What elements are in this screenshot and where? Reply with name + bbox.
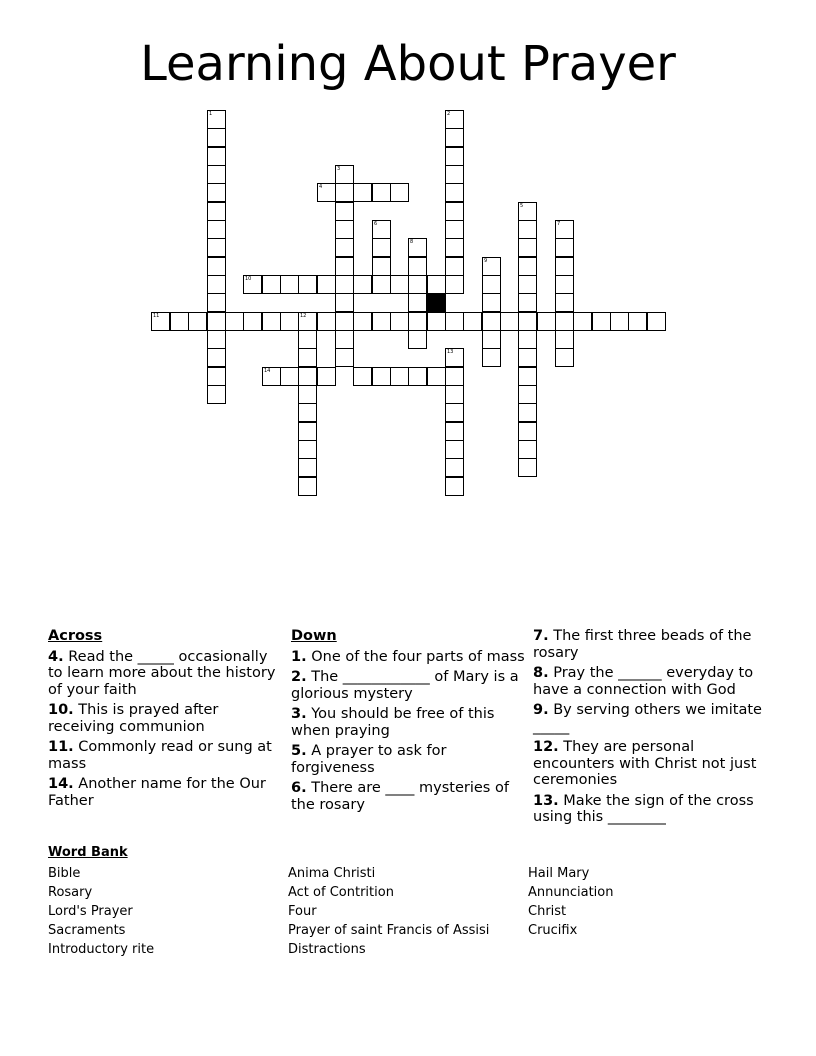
clue-number-label: 9 xyxy=(484,258,488,264)
clue-text: There are ____ mysteries of the rosary xyxy=(291,780,509,813)
grid-cell[interactable] xyxy=(207,128,226,147)
clue-number-label: 7 xyxy=(557,221,561,227)
grid-cell[interactable] xyxy=(298,275,317,294)
grid-cell[interactable] xyxy=(390,183,409,202)
clue-text: Commonly read or sung at mass xyxy=(48,739,272,772)
grid-cell[interactable] xyxy=(445,238,464,257)
grid-cell[interactable] xyxy=(445,183,464,202)
grid-cell[interactable] xyxy=(280,275,299,294)
grid-cell[interactable] xyxy=(262,275,281,294)
grid-cell[interactable] xyxy=(317,312,336,331)
clue-text: Another name for the Our Father xyxy=(48,776,266,809)
grid-cell[interactable] xyxy=(445,275,464,294)
grid-cell[interactable] xyxy=(335,275,354,294)
word-bank-word: Sacraments xyxy=(48,923,126,938)
grid-cell[interactable] xyxy=(518,385,537,404)
clue-number: 14. xyxy=(48,776,74,792)
grid-cell[interactable] xyxy=(262,312,281,331)
grid-cell[interactable] xyxy=(298,367,317,386)
clue-number-label: 1 xyxy=(209,111,213,117)
grid-cell[interactable] xyxy=(372,257,391,276)
grid-cell[interactable] xyxy=(518,440,537,459)
grid-cell[interactable] xyxy=(518,220,537,239)
grid-cell[interactable] xyxy=(482,275,501,294)
clue xyxy=(48,739,284,772)
grid-cell[interactable] xyxy=(372,238,391,257)
grid-cell[interactable] xyxy=(207,312,226,331)
grid-cell[interactable] xyxy=(555,293,574,312)
clue xyxy=(291,649,527,666)
clue-text: The ____________ of Mary is a glorious mystery xyxy=(291,669,519,702)
grid-cell[interactable] xyxy=(518,293,537,312)
clue-number-label: 4 xyxy=(319,184,323,190)
grid-cell[interactable] xyxy=(445,202,464,221)
crossword-grid xyxy=(0,0,816,520)
clue xyxy=(48,776,284,809)
grid-cell[interactable] xyxy=(280,367,299,386)
grid-cell[interactable] xyxy=(408,312,427,331)
grid-cell[interactable] xyxy=(555,257,574,276)
word-bank-word: Act of Contrition xyxy=(288,885,394,900)
clue-number: 8. xyxy=(533,665,549,681)
clue xyxy=(291,743,527,776)
clue-number-label: 10 xyxy=(245,276,252,282)
grid-cell[interactable] xyxy=(298,440,317,459)
clue xyxy=(291,669,527,702)
grid-cell[interactable] xyxy=(335,348,354,367)
grid-cell[interactable] xyxy=(518,422,537,441)
clue-number: 6. xyxy=(291,780,307,796)
grid-cell[interactable] xyxy=(518,275,537,294)
grid-cell[interactable] xyxy=(518,348,537,367)
clue-number: 4. xyxy=(48,648,64,665)
grid-cell[interactable] xyxy=(298,403,317,422)
clue-number-label: 8 xyxy=(410,239,414,245)
grid-cell[interactable] xyxy=(555,275,574,294)
word-bank-heading: Word Bank xyxy=(48,845,128,860)
word-bank-word: Anima Christi xyxy=(288,866,376,881)
grid-cell[interactable] xyxy=(207,165,226,184)
clue-number: 3. xyxy=(291,706,307,722)
grid-cell[interactable] xyxy=(445,147,464,166)
grid-cell[interactable] xyxy=(445,385,464,404)
grid-cell[interactable] xyxy=(298,458,317,477)
grid-cell[interactable] xyxy=(390,275,409,294)
clue xyxy=(533,702,769,735)
grid-cell[interactable] xyxy=(610,312,629,331)
grid-cell[interactable] xyxy=(482,312,501,331)
clue-text: One of the four parts of mass xyxy=(311,648,525,665)
grid-cell[interactable] xyxy=(555,238,574,257)
grid-cell[interactable] xyxy=(207,202,226,221)
clue-text: Pray the ______ everyday to have a connection with God xyxy=(533,665,754,698)
grid-cell[interactable] xyxy=(592,312,611,331)
grid-cell[interactable] xyxy=(445,477,464,496)
clue-number-label: 13 xyxy=(447,349,454,355)
grid-cell[interactable] xyxy=(207,147,226,166)
grid-cell[interactable] xyxy=(335,293,354,312)
grid-cell[interactable] xyxy=(372,312,391,331)
word-bank-word: Annunciation xyxy=(528,885,614,900)
word-bank-word: Lord's Prayer xyxy=(48,904,133,919)
grid-cell[interactable] xyxy=(353,183,372,202)
clue-number: 7. xyxy=(533,628,549,644)
down-clues-continued xyxy=(533,628,769,830)
word-bank-word: Introductory rite xyxy=(48,942,155,957)
clue-number: 12. xyxy=(533,739,559,755)
grid-cell[interactable] xyxy=(317,367,336,386)
grid-cell[interactable] xyxy=(445,403,464,422)
grid-cell[interactable] xyxy=(298,330,317,349)
grid-cell[interactable] xyxy=(408,257,427,276)
grid-cell[interactable] xyxy=(170,312,189,331)
grid-cell[interactable] xyxy=(445,422,464,441)
grid-cell[interactable] xyxy=(482,330,501,349)
word-bank-column-3 xyxy=(528,864,613,940)
grid-cell[interactable] xyxy=(335,202,354,221)
grid-cell[interactable] xyxy=(445,165,464,184)
grid-cell[interactable] xyxy=(335,312,354,331)
grid-cell[interactable] xyxy=(445,220,464,239)
clue xyxy=(533,628,769,661)
grid-cell[interactable] xyxy=(518,312,537,331)
grid-cell[interactable] xyxy=(518,257,537,276)
clue-number: 2. xyxy=(291,669,307,685)
grid-cell[interactable] xyxy=(298,348,317,367)
across-clues xyxy=(48,628,284,813)
clue-text: The first three beads of the rosary xyxy=(533,628,752,661)
grid-cell[interactable] xyxy=(518,458,537,477)
grid-cell[interactable] xyxy=(335,238,354,257)
clue-text: Make the sign of the cross using this ________ xyxy=(533,792,754,825)
clue-number-label: 12 xyxy=(300,313,307,319)
down-heading: Down xyxy=(291,628,337,644)
grid-cell[interactable] xyxy=(445,312,464,331)
grid-cell[interactable] xyxy=(482,348,501,367)
grid-cell[interactable] xyxy=(427,367,446,386)
word-bank-word: Bible xyxy=(48,866,81,881)
grid-cell[interactable] xyxy=(188,312,207,331)
clue-text: This is prayed after receiving communion xyxy=(48,702,219,735)
grid-cell[interactable] xyxy=(207,330,226,349)
grid-cell[interactable] xyxy=(207,275,226,294)
grid-cell[interactable] xyxy=(372,275,391,294)
grid-cell[interactable] xyxy=(317,275,336,294)
grid-cell[interactable] xyxy=(573,312,592,331)
grid-cell[interactable] xyxy=(482,293,501,312)
grid-cell[interactable] xyxy=(280,312,299,331)
down-clues xyxy=(291,628,527,817)
blocked-cell xyxy=(427,293,446,312)
grid-cell[interactable] xyxy=(647,312,666,331)
clue-number: 13. xyxy=(533,792,559,809)
grid-cell[interactable] xyxy=(518,367,537,386)
word-bank-word: Rosary xyxy=(48,885,93,900)
grid-cell[interactable] xyxy=(335,330,354,349)
grid-cell[interactable] xyxy=(335,220,354,239)
clue-text: A prayer to ask for forgiveness xyxy=(291,743,447,776)
grid-cell[interactable] xyxy=(298,385,317,404)
clue-number: 11. xyxy=(48,739,74,755)
clue-number-label: 11 xyxy=(153,313,160,319)
grid-cell[interactable] xyxy=(408,367,427,386)
clue xyxy=(48,702,284,735)
grid-cell[interactable] xyxy=(207,238,226,257)
clue-number-label: 2 xyxy=(447,111,451,117)
grid-cell[interactable] xyxy=(390,367,409,386)
clue-text: You should be free of this when praying xyxy=(291,706,495,739)
word-bank-word: Prayer of saint Francis of Assisi xyxy=(288,923,490,938)
grid-cell[interactable] xyxy=(372,183,391,202)
grid-cell[interactable] xyxy=(353,312,372,331)
grid-cell[interactable] xyxy=(408,293,427,312)
grid-cell[interactable] xyxy=(225,312,244,331)
clue-number-label: 3 xyxy=(337,166,341,172)
grid-cell[interactable] xyxy=(555,312,574,331)
grid-cell[interactable] xyxy=(298,477,317,496)
page-title: Learning About Prayer xyxy=(140,36,676,92)
word-bank-word: Crucifix xyxy=(528,923,578,938)
grid-cell[interactable] xyxy=(445,257,464,276)
grid-cell[interactable] xyxy=(555,348,574,367)
grid-cell[interactable] xyxy=(372,367,391,386)
grid-cell[interactable] xyxy=(427,275,446,294)
grid-cell[interactable] xyxy=(518,403,537,422)
grid-cell[interactable] xyxy=(463,312,482,331)
grid-cell[interactable] xyxy=(408,330,427,349)
grid-cell[interactable] xyxy=(408,275,427,294)
grid-cell[interactable] xyxy=(445,440,464,459)
grid-cell[interactable] xyxy=(518,238,537,257)
clue-number-label: 14 xyxy=(264,368,271,374)
clue-number: 1. xyxy=(291,648,307,665)
word-bank-column-1 xyxy=(48,864,154,959)
grid-cell[interactable] xyxy=(335,183,354,202)
grid-cell[interactable] xyxy=(445,367,464,386)
clue-text: They are personal encounters with Christ not just ceremonies xyxy=(533,739,757,788)
clue-number-label: 5 xyxy=(520,203,524,209)
clue xyxy=(291,780,527,813)
grid-cell[interactable] xyxy=(207,293,226,312)
grid-cell[interactable] xyxy=(353,367,372,386)
clue-number: 5. xyxy=(291,743,307,759)
grid-cell[interactable] xyxy=(207,348,226,367)
clue xyxy=(533,665,769,698)
clue-text: By serving others we imitate _____ xyxy=(533,702,762,735)
grid-cell[interactable] xyxy=(243,312,262,331)
word-bank-word: Christ xyxy=(528,904,567,919)
clue-text: Read the _____ occasionally to learn more about the history of your faith xyxy=(48,648,276,698)
grid-cell[interactable] xyxy=(537,312,556,331)
grid-cell[interactable] xyxy=(445,458,464,477)
word-bank-word: Distractions xyxy=(288,942,366,957)
grid-cell[interactable] xyxy=(207,257,226,276)
grid-cell[interactable] xyxy=(335,257,354,276)
grid-cell[interactable] xyxy=(390,312,409,331)
clue-number-label: 6 xyxy=(374,221,378,227)
grid-cell[interactable] xyxy=(207,183,226,202)
grid-cell[interactable] xyxy=(298,422,317,441)
clue xyxy=(48,649,284,699)
clue xyxy=(533,793,769,826)
clue-number: 10. xyxy=(48,702,74,718)
grid-cell[interactable] xyxy=(500,312,519,331)
grid-cell[interactable] xyxy=(207,367,226,386)
clue-number: 9. xyxy=(533,702,549,718)
grid-cell[interactable] xyxy=(207,385,226,404)
grid-cell[interactable] xyxy=(628,312,647,331)
grid-cell[interactable] xyxy=(427,312,446,331)
word-bank-word: Four xyxy=(288,904,317,919)
grid-cell[interactable] xyxy=(207,220,226,239)
word-bank-word: Hail Mary xyxy=(528,866,590,881)
grid-cell[interactable] xyxy=(518,330,537,349)
grid-cell[interactable] xyxy=(445,128,464,147)
grid-cell[interactable] xyxy=(555,330,574,349)
grid-cell[interactable] xyxy=(353,275,372,294)
across-heading: Across xyxy=(48,628,103,644)
clue xyxy=(533,739,769,789)
clue xyxy=(291,706,527,739)
word-bank-column-2 xyxy=(288,864,489,959)
